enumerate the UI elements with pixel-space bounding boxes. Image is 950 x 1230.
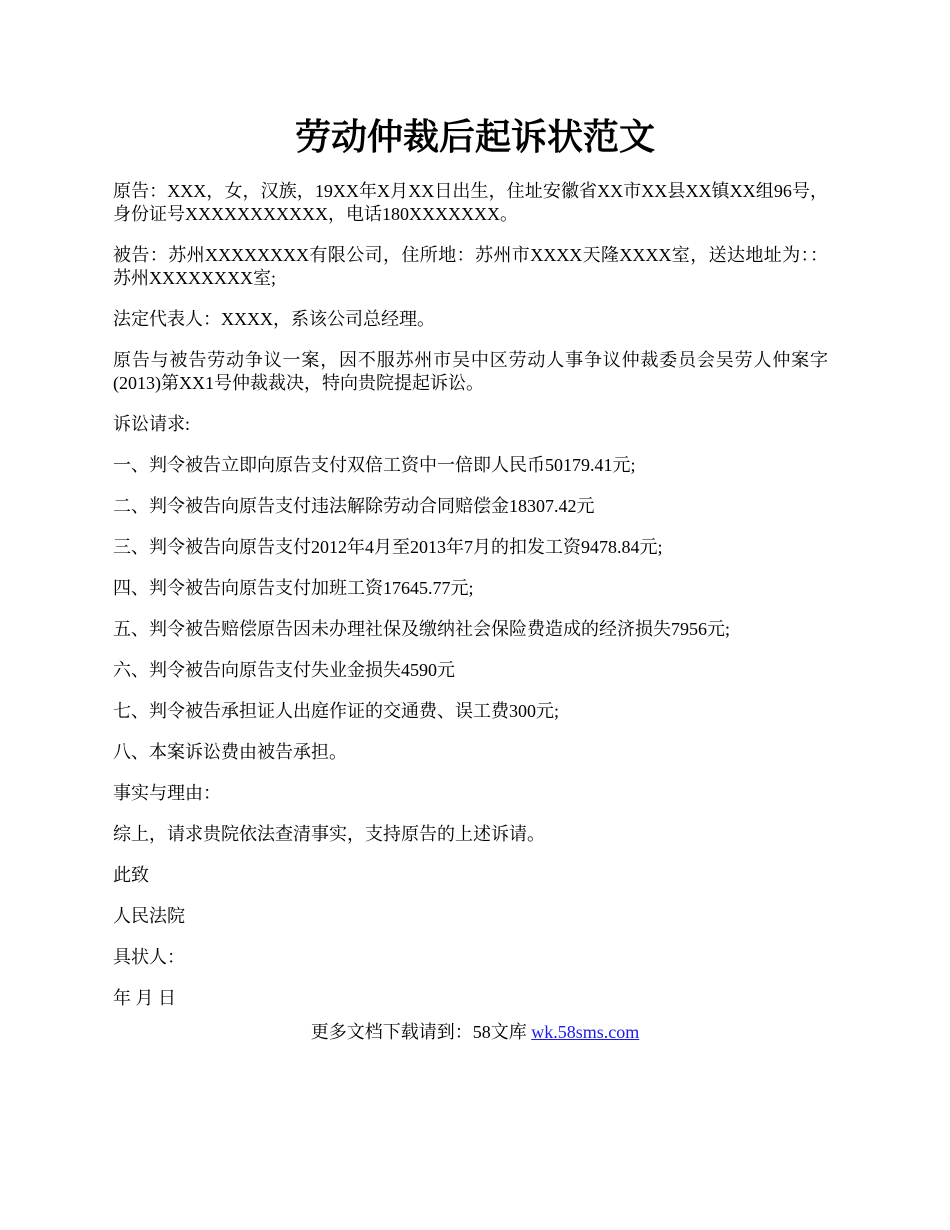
claim-item-6: 六、判令被告向原告支付失业金损失4590元 <box>113 660 455 680</box>
court-name: 人民法院 <box>113 906 185 926</box>
claim-item-4: 四、判令被告向原告支付加班工资17645.77元; <box>113 578 474 598</box>
claim-item-1: 一、判令被告立即向原告支付双倍工资中一倍即人民币50179.41元; <box>113 455 636 475</box>
document-title: 劳动仲裁后起诉状范文 <box>294 117 655 157</box>
claim-item-5: 五、判令被告赔偿原告因未办理社保及缴纳社会保险费造成的经济损失7956元; <box>113 619 730 639</box>
footer-text: 更多文档下载请到：58文库 <box>310 1022 532 1042</box>
case-intro-paragraph: 原告与被告劳动争议一案，因不服苏州市吴中区劳动人事争议仲裁委员会吴劳人仲案字(2013)第XX1号仲裁裁决，特向贵院提起诉讼。 <box>113 350 828 393</box>
download-footer <box>0 1021 950 1044</box>
conclusion-paragraph: 综上，请求贵院依法查清事实，支持原告的上述诉请。 <box>113 824 545 844</box>
defendant-paragraph: 被告：苏州XXXXXXXX有限公司，住所地：苏州市XXXX天隆XXXX室，送达地址为：：苏州XXXXXXXX室; <box>113 245 828 288</box>
signatory-label: 具状人： <box>113 947 185 967</box>
salutation: 此致 <box>113 865 149 885</box>
facts-heading: 事实与理由： <box>113 783 221 803</box>
claim-item-3: 三、判令被告向原告支付2012年4月至2013年7月的扣发工资9478.84元; <box>113 537 663 557</box>
plaintiff-paragraph: 原告：XXX，女，汉族，19XX年X月XX日出生，住址安徽省XX市XX县XX镇XX组96号，身份证号XXXXXXXXXXX，电话180XXXXXXX。 <box>113 181 828 224</box>
legal-representative-paragraph: 法定代表人：XXXX，系该公司总经理。 <box>113 309 435 329</box>
claim-item-7: 七、判令被告承担证人出庭作证的交通费、误工费300元; <box>113 701 559 721</box>
claim-item-8: 八、本案诉讼费由被告承担。 <box>113 742 347 762</box>
footer-site-link[interactable]: wk.58sms.com <box>531 1022 640 1042</box>
claim-item-2: 二、判令被告向原告支付违法解除劳动合同赔偿金18307.42元 <box>113 496 595 516</box>
document-body <box>113 180 828 1028</box>
date-line: 年 月 日 <box>113 988 176 1008</box>
claims-heading: 诉讼请求: <box>113 414 191 434</box>
